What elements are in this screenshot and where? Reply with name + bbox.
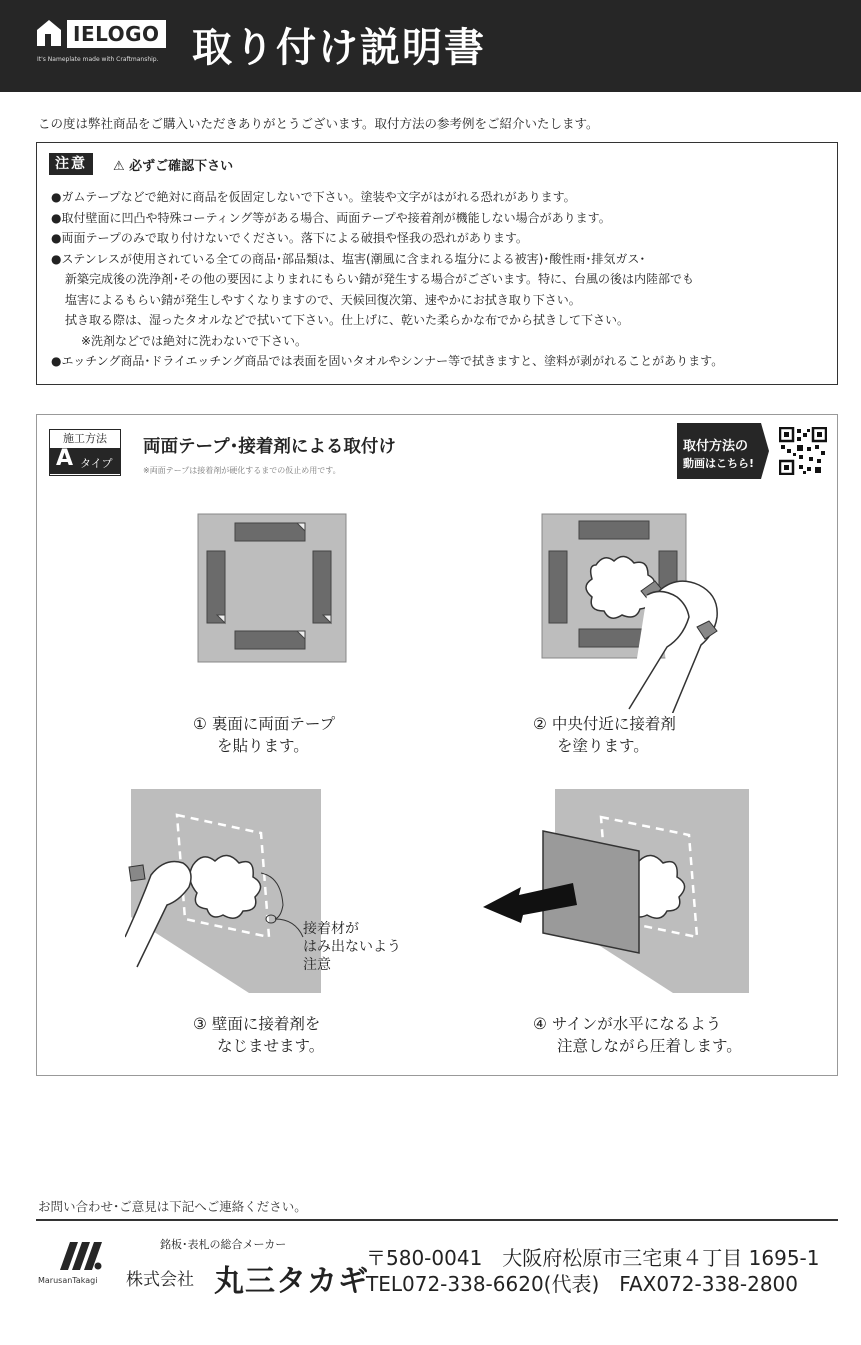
method-letter: A xyxy=(56,446,74,471)
video-line2: 動画はこちら! xyxy=(683,457,755,470)
method-tag xyxy=(49,429,121,476)
intro-text: この度は弊社商品をご購入いただきありがとうございます。取付方法の参考例をご紹介いたします。 xyxy=(38,116,599,131)
divider xyxy=(36,1219,838,1221)
step-3-label: ③ 壁面に接着剤を なじませます。 xyxy=(193,1015,325,1055)
adhesive-callout: 接着材が はみ出ないよう 注意 xyxy=(303,921,401,973)
caution-line: ●ガムテープなどで絶対に商品を仮固定しないで下さい。塗装や文字がはがれる恐れがあります。 xyxy=(51,190,576,204)
caution-line: 新築完成後の洗浄剤･その他の要因によりまれにもらい錆が発生する場合がございます。特に、台風の後は内陸部でも xyxy=(65,272,695,286)
caution-line: ※洗剤などでは絶対に洗わないで下さい。 xyxy=(81,333,308,348)
caution-line: 拭き取る際は、湿ったタオルなどで拭いて下さい。仕上げに、乾いた柔らかな布でから拭きして下さい。 xyxy=(65,313,630,327)
logo-text: IELOGO xyxy=(67,20,166,48)
panel-note: ※両面テープは接着剤が硬化するまでの仮止め用です。 xyxy=(143,466,341,475)
company-phone: TEL072-338-6620(代表) FAX072-338-2800 xyxy=(366,1272,799,1296)
figure-back-tape xyxy=(197,513,347,663)
company-tagline: 銘板･表札の総合メーカー xyxy=(160,1238,287,1251)
company-name: 丸三タカギ xyxy=(214,1264,369,1299)
contact-note: お問い合わせ･ご意見は下記へご連絡ください。 xyxy=(38,1199,307,1214)
caution-line: ●取付壁面に凹凸や特殊コーティング等がある場合、両面テープや接着剤が機能しない場合があります。 xyxy=(51,210,611,225)
video-line1: 取付方法の xyxy=(683,439,749,454)
step-4-label: ④ サインが水平になるよう 注意しながら圧着します。 xyxy=(533,1015,742,1055)
caution-line: ●エッチング商品･ドライエッチング商品では表面を固いタオルやシンナー等で拭きますと、塗料が剥がれることがあります。 xyxy=(51,354,724,368)
qr-code-icon[interactable] xyxy=(779,427,827,475)
caution-line: 塩害によるもらい錆が発生しやすくなりますので、天候回復次第、速やかにお拭き取り下さい。 xyxy=(65,292,581,307)
figure-apply-adhesive xyxy=(541,513,731,713)
logo-name: MarusanTakagi xyxy=(38,1276,98,1285)
video-link-button[interactable] xyxy=(677,423,769,479)
caution-line: ●両面テープのみで取り付けないでください。落下による破損や怪我の恐れがあります。 xyxy=(51,231,528,245)
company-address: 〒580-0041 大阪府松原市三宅東４丁目 1695-1 xyxy=(366,1246,820,1270)
step-1-label: ① 裏面に両面テープ を貼ります。 xyxy=(193,715,336,755)
page-title: 取り付け説明書 xyxy=(192,25,486,71)
header xyxy=(0,0,861,92)
caution-box xyxy=(36,142,838,385)
instruction-panel xyxy=(36,414,838,1076)
figure-press-sign xyxy=(477,787,757,997)
house-icon xyxy=(35,18,63,48)
method-type: タイプ xyxy=(80,457,113,470)
caution-heading: ⚠ 必ずご確認下さい xyxy=(113,159,234,174)
method-label: 施工方法 xyxy=(63,432,107,445)
logo-tagline: It's Nameplate made with Craftmanship. xyxy=(37,56,159,63)
caution-badge: 注意 xyxy=(49,153,93,175)
caution-list xyxy=(51,187,723,372)
company-type: 株式会社 xyxy=(126,1270,194,1290)
caution-line: ●ステンレスが使用されている全ての商品･部品類は、塩害(潮風に含まれる塩分による被害)･酸性雨･排気ガス･ xyxy=(51,251,646,266)
step-2-label: ② 中央付近に接着剤 を塗ります。 xyxy=(533,715,676,755)
panel-title: 両面テープ･接着剤による取付け xyxy=(143,437,396,457)
